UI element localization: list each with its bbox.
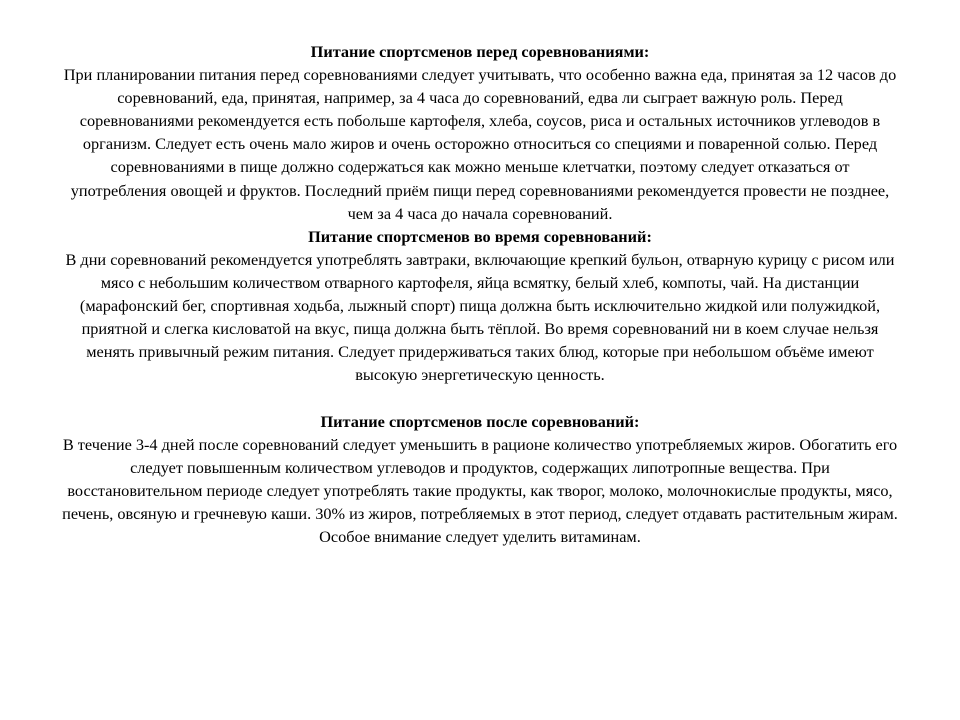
section-heading-during-competition: Питание спортсменов во время соревнований: [308,226,652,246]
section-text-during-competition: В дни соревнований рекомендуется употреблять завтраки, включающие крепкий бульон, отварную курицу с рисом или мясо с небольшим количеством отварного картофеля, яйца всмятку, белый хлеб, компоты, чай. На дистанции (марафонский бег, спортивная ходьба, лыжный спорт) пища должна быть исключительно жидкой или полужидкой, приятной и слегка кисловатой на вкус, пища должна быть тёплой. Во время соревнований ни в коем случае нельзя менять привычный режим питания. Следует придерживаться таких блюд, которые при небольшом объёме имеют высокую энергетическую ценность. [65,249,895,385]
section-text-after-competition: В течение 3-4 дней после соревнований следует уменьшить в рационе количество употребляемых жиров. Обогатить его следует повышенным количеством углеводов и продуктов, содержащих липотропные вещества. При восстановительном периоде следует употреблять такие продукты, как творог, молоко, молочнокислые продукты, мясо, печень, овсяную и гречневую каши. 30% из жиров, потребляемых в этот период, следует отдавать растительным жирам. Особое внимание следует уделить витаминам. [62,434,898,546]
text-box [62,40,898,548]
blank-line [62,386,898,409]
section-heading-after-competition: Питание спортсменов после соревнований: [320,411,640,431]
section-heading-before-competition: Питание спортсменов перед соревнованиями: [310,42,650,61]
section-text-before-competition: При планировании питания перед соревнованиями следует учитывать, что особенно важна еда, принятая за 12 часов до соревнований, еда, принятая, например, за 4 часа до соревнований, едва ли сыграет важную роль. Перед соревнованиями рекомендуется есть побольше картофеля, хлеба, соусов, риса и остальных источников углеводов в организм. Следует есть очень мало жиров и очень осторожно относиться со специями и поваренной солью. Перед соревнованиями в пище должно содержаться как можно меньше клетчатки, поэтому следует отказаться от употребления овощей и фруктов. Последний приём пищи перед соревнованиями рекомендуется провести не позднее, чем за 4 часа до начала соревнований. [63,65,897,223]
